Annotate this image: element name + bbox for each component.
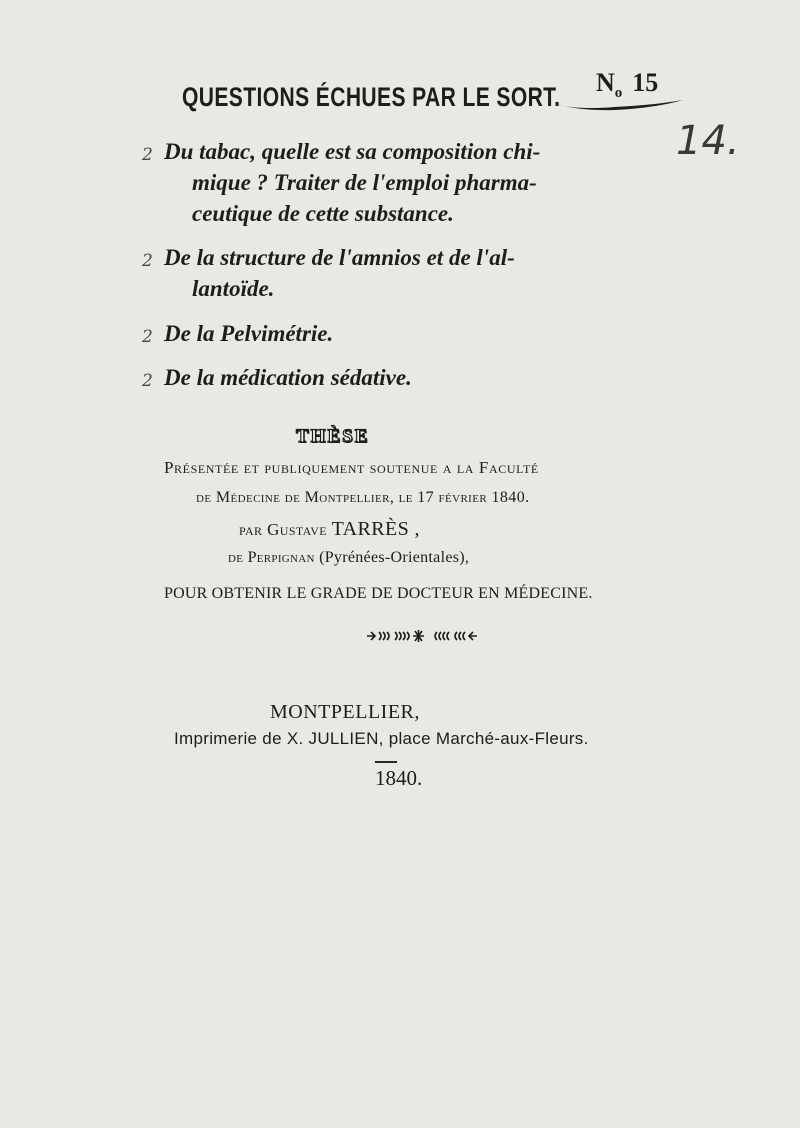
question-line: lantoïde. bbox=[192, 276, 275, 301]
thesis-line-degree: POUR OBTENIR LE GRADE DE DOCTEUR EN MÉDECINE. bbox=[164, 585, 593, 602]
number-value: 15 bbox=[632, 68, 659, 97]
question-marker: 2 bbox=[142, 251, 153, 271]
handwritten-note: 14. bbox=[676, 118, 740, 164]
imprint-city: MONTPELLIER, bbox=[270, 701, 420, 723]
question-marker: 2 bbox=[142, 145, 153, 165]
question-marker: 2 bbox=[142, 327, 153, 347]
imprint-year: 1840. bbox=[375, 766, 423, 790]
author-surname: TARRÈS , bbox=[331, 518, 420, 540]
imprint-printer: Imprimerie de X. JULLIEN, place Marché-aux-Fleurs. bbox=[174, 729, 589, 748]
thesis-line-author bbox=[239, 518, 800, 541]
question-line: De la Pelvimétrie. bbox=[164, 321, 334, 346]
question-4 bbox=[142, 362, 614, 393]
question-line: De la médication sédative. bbox=[164, 365, 412, 390]
question-line: mique ? Traiter de l'emploi pharma- bbox=[192, 170, 537, 195]
origin-prefix: de Perpignan bbox=[228, 549, 315, 566]
thesis-heading: THÈSE bbox=[296, 426, 370, 447]
question-line: ceutique de cette substance. bbox=[192, 201, 454, 226]
thesis-line-origin bbox=[228, 549, 800, 567]
question-3 bbox=[142, 318, 614, 349]
number-prefix: N bbox=[596, 68, 615, 97]
decorative-swash-rule bbox=[555, 98, 687, 112]
thesis-line-faculty: de Médecine de Montpellier, le 17 février 1840. bbox=[196, 489, 530, 506]
thesis-line-presented: Présentée et publiquement soutenue a la Faculté bbox=[164, 458, 539, 477]
question-line: De la structure de l'amnios et de l'al- bbox=[164, 245, 515, 270]
divider-rule bbox=[375, 761, 397, 763]
question-marker: 2 bbox=[142, 371, 153, 391]
thesis-number bbox=[596, 68, 658, 102]
question-line: Du tabac, quelle est sa composition chi- bbox=[164, 139, 541, 164]
number-sub: o bbox=[614, 85, 623, 101]
decorative-ornament bbox=[365, 629, 479, 643]
header-title: QUESTIONS ÉCHUES PAR LE SORT. bbox=[182, 82, 561, 112]
origin-region: (Pyrénées-Orientales), bbox=[319, 549, 470, 566]
author-prefix: par Gustave bbox=[239, 520, 327, 539]
question-1 bbox=[142, 136, 614, 229]
question-2 bbox=[142, 242, 614, 304]
